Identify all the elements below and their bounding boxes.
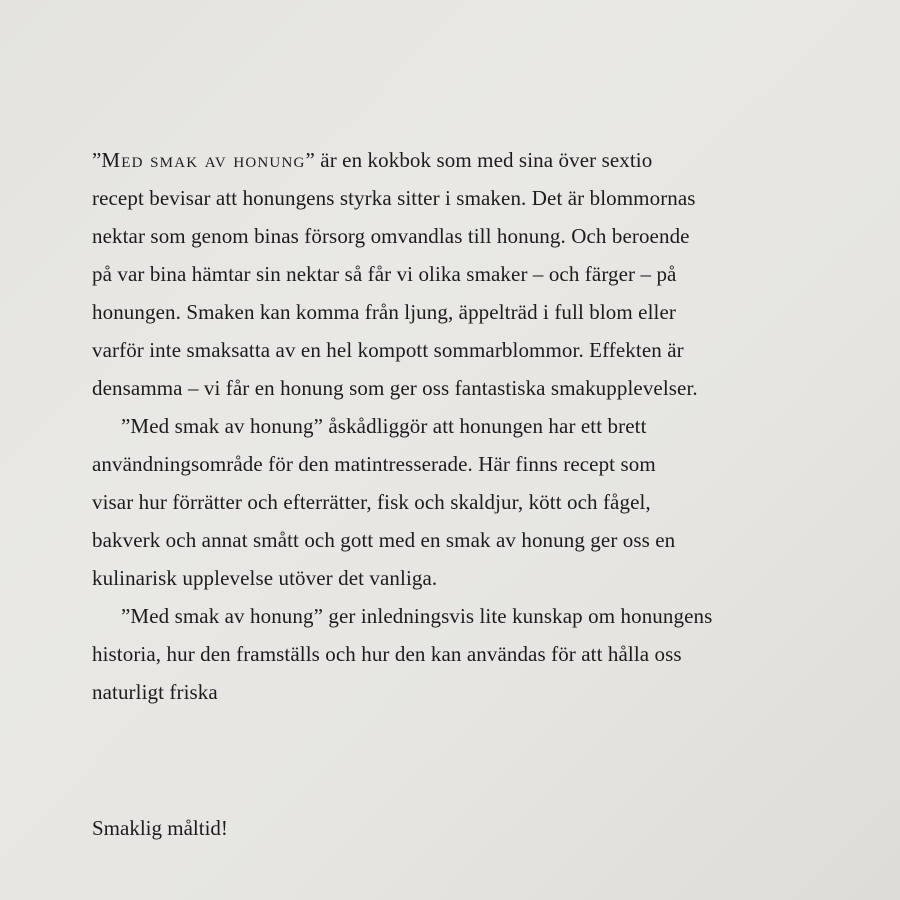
paragraph-1-line-1: [92, 141, 812, 179]
description-text: [92, 141, 812, 711]
paragraph-1-line: honungen. Smaken kan komma från ljung, äppelträd i full blom eller: [92, 300, 676, 324]
paragraph-3-line: ”Med smak av honung” ger inledningsvis lite kunskap om honungens: [121, 604, 713, 628]
paragraph-2-line: kulinarisk upplevelse utöver det vanliga.: [92, 566, 438, 590]
paragraph-3-line: historia, hur den framställs och hur den kan användas för att hålla oss: [92, 642, 682, 666]
paragraph-2-line: visar hur förrätter och efterrätter, fisk och skaldjur, kött och fågel,: [92, 490, 651, 514]
title-quote-open: ”: [92, 148, 102, 172]
paragraph-1-line: på var bina hämtar sin nektar så får vi olika smaker – och färger – på: [92, 262, 677, 286]
book-title: Med smak av honung: [101, 148, 306, 172]
paragraph-2-line: bakverk och annat smått och gott med en smak av honung ger oss en: [92, 528, 676, 552]
paragraph-2-line: användningsområde för den matintresserade. Här finns recept som: [92, 452, 656, 476]
paragraph-1-line-1-rest: är en kokbok som med sina över sextio: [314, 148, 653, 172]
paragraph-1-line: densamma – vi får en honung som ger oss fantastiska smakupplevelser.: [92, 376, 698, 400]
closing-line: Smaklig måltid!: [92, 816, 228, 840]
paragraph-3-line: naturligt friska: [92, 680, 218, 704]
paragraph-1-line: recept bevisar att honungens styrka sitter i smaken. Det är blommornas: [92, 186, 696, 210]
paragraph-1-line: nektar som genom binas försorg omvandlas till honung. Och beroende: [92, 224, 690, 248]
paragraph-1-line: varför inte smaksatta av en hel kompott sommarblommor. Effekten är: [92, 338, 684, 362]
paragraph-2-line: ”Med smak av honung” åskådliggör att honungen har ett brett: [121, 414, 647, 438]
title-quote-close: ”: [305, 148, 315, 172]
